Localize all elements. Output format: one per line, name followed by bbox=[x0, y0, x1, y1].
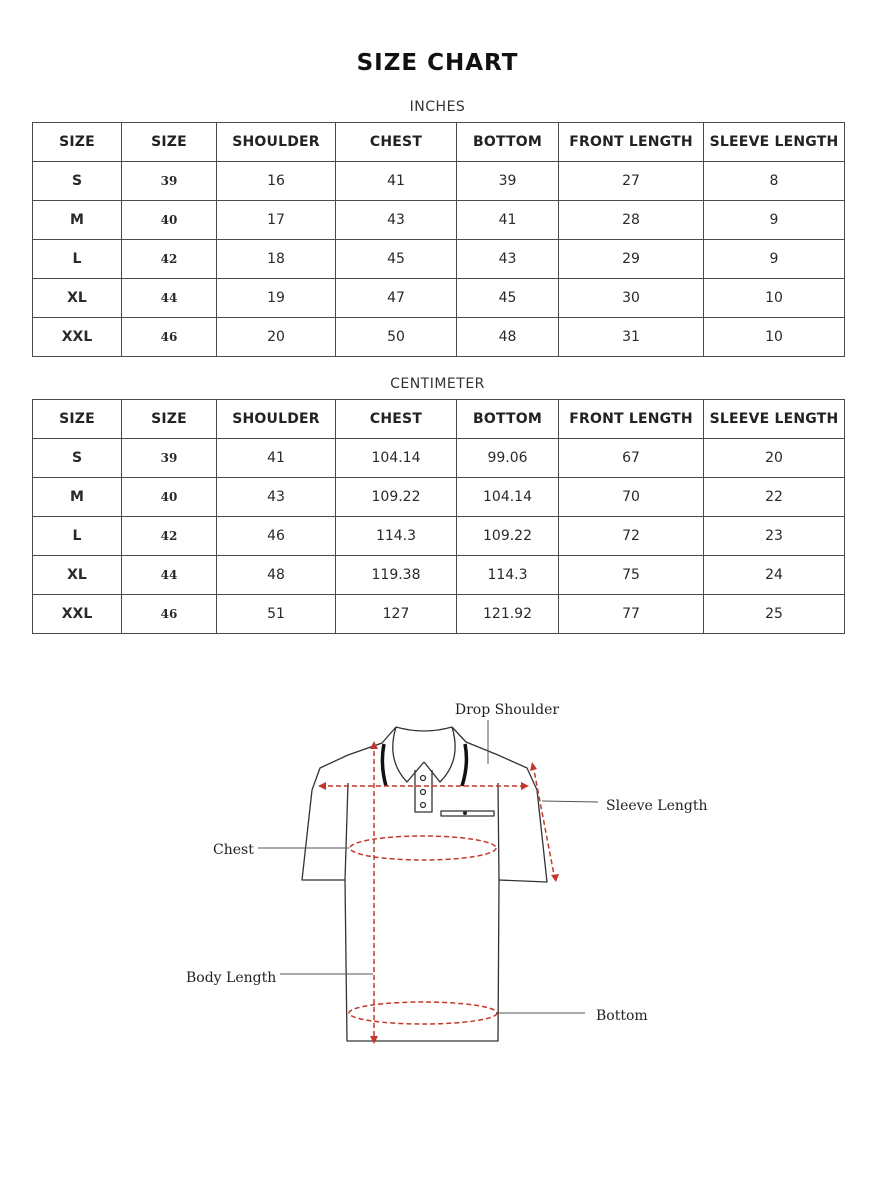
column-header: SIZE bbox=[33, 400, 122, 439]
size-letter-cell: S bbox=[33, 162, 122, 201]
chest-cell: 114.3 bbox=[336, 517, 457, 556]
size-number-cell: 39 bbox=[122, 162, 217, 201]
bottom-cell: 109.22 bbox=[457, 517, 559, 556]
column-header: CHEST bbox=[336, 123, 457, 162]
column-header: BOTTOM bbox=[457, 123, 559, 162]
sleeve-length-cell: 10 bbox=[704, 279, 845, 318]
inches-size-table bbox=[32, 122, 845, 357]
column-header: BOTTOM bbox=[457, 400, 559, 439]
shoulder-cell: 19 bbox=[217, 279, 336, 318]
shoulder-cell: 46 bbox=[217, 517, 336, 556]
front-length-cell: 67 bbox=[559, 439, 704, 478]
centimeter-unit-label: CENTIMETER bbox=[390, 376, 485, 392]
bottom-cell: 114.3 bbox=[457, 556, 559, 595]
sleeve-length-cell: 23 bbox=[704, 517, 845, 556]
centimeter-size-table bbox=[32, 399, 845, 634]
drop-shoulder-label: Drop Shoulder bbox=[454, 702, 560, 718]
sleeve-length-cell: 10 bbox=[704, 318, 845, 357]
front-length-cell: 29 bbox=[559, 240, 704, 279]
chest-label: Chest bbox=[213, 842, 254, 858]
chest-cell: 127 bbox=[336, 595, 457, 634]
shoulder-cell: 16 bbox=[217, 162, 336, 201]
size-number-cell: 40 bbox=[122, 478, 217, 517]
measurement-guides bbox=[320, 743, 555, 1042]
sleeve-length-cell: 9 bbox=[704, 240, 845, 279]
front-length-cell: 30 bbox=[559, 279, 704, 318]
size-number-cell: 44 bbox=[122, 279, 217, 318]
table-row bbox=[33, 318, 845, 357]
sleeve-length-cell: 8 bbox=[704, 162, 845, 201]
column-header: FRONT LENGTH bbox=[559, 123, 704, 162]
size-letter-cell: M bbox=[33, 478, 122, 517]
shoulder-cell: 43 bbox=[217, 478, 336, 517]
column-header: CHEST bbox=[336, 400, 457, 439]
body-length-label: Body Length bbox=[186, 970, 277, 986]
measurement-arrowheads bbox=[318, 741, 559, 1044]
chest-cell: 109.22 bbox=[336, 478, 457, 517]
size-letter-cell: XL bbox=[33, 279, 122, 318]
size-number-cell: 40 bbox=[122, 201, 217, 240]
inches-unit-label: INCHES bbox=[409, 99, 466, 115]
bottom-cell: 45 bbox=[457, 279, 559, 318]
front-length-cell: 75 bbox=[559, 556, 704, 595]
bottom-cell: 99.06 bbox=[457, 439, 559, 478]
front-length-cell: 28 bbox=[559, 201, 704, 240]
size-letter-cell: XXL bbox=[33, 595, 122, 634]
sleeve-length-cell: 25 bbox=[704, 595, 845, 634]
chest-cell: 47 bbox=[336, 279, 457, 318]
column-header: SIZE bbox=[33, 123, 122, 162]
table-row bbox=[33, 556, 845, 595]
chest-cell: 104.14 bbox=[336, 439, 457, 478]
table-row bbox=[33, 240, 845, 279]
size-number-cell: 44 bbox=[122, 556, 217, 595]
bottom-cell: 121.92 bbox=[457, 595, 559, 634]
chest-cell: 119.38 bbox=[336, 556, 457, 595]
callout-leaders bbox=[258, 720, 598, 1013]
shoulder-cell: 41 bbox=[217, 439, 336, 478]
size-number-cell: 42 bbox=[122, 240, 217, 279]
column-header: SHOULDER bbox=[217, 400, 336, 439]
column-header: SIZE bbox=[122, 123, 217, 162]
bottom-cell: 39 bbox=[457, 162, 559, 201]
shoulder-cell: 48 bbox=[217, 556, 336, 595]
front-length-cell: 31 bbox=[559, 318, 704, 357]
shoulder-cell: 17 bbox=[217, 201, 336, 240]
sleeve-length-cell: 22 bbox=[704, 478, 845, 517]
size-number-cell: 39 bbox=[122, 439, 217, 478]
table-row bbox=[33, 595, 845, 634]
table-row bbox=[33, 517, 845, 556]
size-letter-cell: L bbox=[33, 240, 122, 279]
chest-cell: 43 bbox=[336, 201, 457, 240]
table-row bbox=[33, 478, 845, 517]
column-header: FRONT LENGTH bbox=[559, 400, 704, 439]
column-header: SLEEVE LENGTH bbox=[704, 123, 845, 162]
front-length-cell: 70 bbox=[559, 478, 704, 517]
polo-shirt-icon bbox=[302, 727, 547, 1041]
front-length-cell: 27 bbox=[559, 162, 704, 201]
size-number-cell: 46 bbox=[122, 318, 217, 357]
sleeve-length-label: Sleeve Length bbox=[606, 798, 708, 814]
chest-cell: 41 bbox=[336, 162, 457, 201]
bottom-cell: 104.14 bbox=[457, 478, 559, 517]
column-header: SLEEVE LENGTH bbox=[704, 400, 845, 439]
chest-cell: 50 bbox=[336, 318, 457, 357]
bottom-cell: 48 bbox=[457, 318, 559, 357]
table-row bbox=[33, 201, 845, 240]
table-header-row bbox=[33, 123, 845, 162]
size-number-cell: 46 bbox=[122, 595, 217, 634]
table-row bbox=[33, 439, 845, 478]
bottom-label: Bottom bbox=[596, 1008, 648, 1024]
sleeve-length-cell: 20 bbox=[704, 439, 845, 478]
column-header: SHOULDER bbox=[217, 123, 336, 162]
size-letter-cell: XL bbox=[33, 556, 122, 595]
size-letter-cell: S bbox=[33, 439, 122, 478]
shoulder-cell: 20 bbox=[217, 318, 336, 357]
chest-cell: 45 bbox=[336, 240, 457, 279]
front-length-cell: 72 bbox=[559, 517, 704, 556]
front-length-cell: 77 bbox=[559, 595, 704, 634]
table-header-row bbox=[33, 400, 845, 439]
page-title: SIZE CHART bbox=[356, 50, 519, 76]
size-letter-cell: M bbox=[33, 201, 122, 240]
size-number-cell: 42 bbox=[122, 517, 217, 556]
shoulder-cell: 51 bbox=[217, 595, 336, 634]
column-header: SIZE bbox=[122, 400, 217, 439]
bottom-cell: 41 bbox=[457, 201, 559, 240]
size-letter-cell: L bbox=[33, 517, 122, 556]
sleeve-length-cell: 24 bbox=[704, 556, 845, 595]
table-row bbox=[33, 279, 845, 318]
sleeve-length-cell: 9 bbox=[704, 201, 845, 240]
bottom-cell: 43 bbox=[457, 240, 559, 279]
size-letter-cell: XXL bbox=[33, 318, 122, 357]
shoulder-cell: 18 bbox=[217, 240, 336, 279]
table-row bbox=[33, 162, 845, 201]
